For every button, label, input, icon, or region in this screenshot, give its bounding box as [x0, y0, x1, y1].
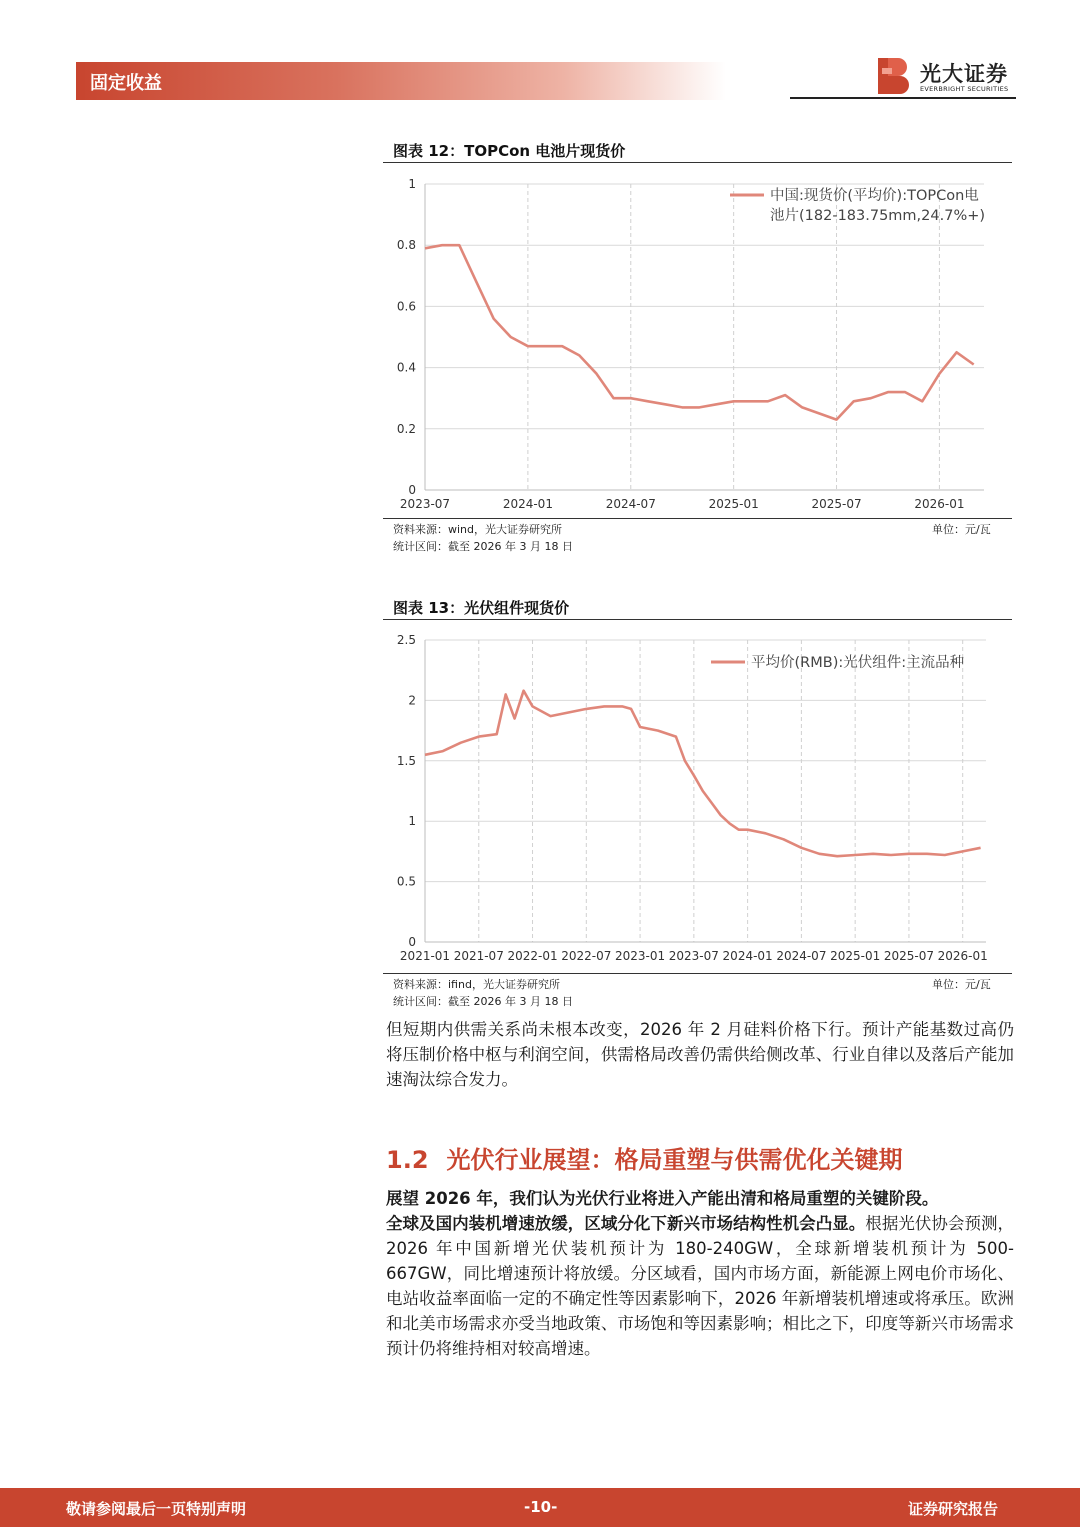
topcon-price-chart	[383, 168, 1012, 518]
x-tick-label: 2024-01	[502, 497, 553, 511]
y-tick-label: 2.5	[396, 633, 416, 647]
logo-text-en: EVERBRIGHT SECURITIES	[920, 85, 1009, 93]
y-tick-label: 0.8	[396, 238, 416, 253]
figure12-source: 资料来源：wind，光大证券研究所	[393, 523, 563, 536]
footer-report-type: 证券研究报告	[908, 1500, 999, 1518]
x-tick-label: 2022-01	[507, 949, 558, 963]
section-heading	[386, 1140, 903, 1175]
figure13-bottom-rule	[383, 973, 1012, 974]
y-tick-label: 1	[408, 177, 416, 191]
section-number: 1.2	[386, 1146, 429, 1174]
figure13-period: 统计区间：截至 2026 年 3 月 18 日	[393, 995, 573, 1008]
x-tick-label: 2023-01	[615, 949, 666, 963]
y-tick-label: 1.5	[396, 753, 416, 768]
header-rule	[790, 97, 1016, 99]
footer-disclaimer: 敬请参阅最后一页特别声明	[66, 1500, 247, 1518]
x-tick-label: 2022-07	[561, 949, 612, 963]
y-tick-label: 0.4	[396, 360, 416, 375]
series-line	[425, 691, 981, 857]
para1-text: 但短期内供需关系尚未根本改变，2026 年 2 月硅料价格下行。预计产能基数过高仍将压制价格中枢与利润空间，供需格局改善仍需供给侧改革、行业自律以及落后产能加速淘汰综合发力。	[386, 1020, 1014, 1089]
para2-bold-text: 全球及国内装机增速放缓，区域分化下新兴市场结构性机会凸显。	[386, 1214, 866, 1233]
lead-bold-text: 展望 2026 年，我们认为光伏行业将进入产能出清和格局重塑的关键阶段。	[386, 1189, 939, 1208]
y-tick-label: 2	[408, 693, 416, 708]
module-price-chart	[383, 625, 1012, 972]
y-tick-label: 0.2	[396, 421, 416, 436]
series-line	[425, 245, 974, 419]
x-tick-label: 2025-01	[830, 949, 881, 963]
legend-label: 平均价(RMB):光伏组件:主流品种	[751, 655, 965, 671]
section-title: 光伏行业展望：格局重塑与供需优化关键期	[446, 1146, 903, 1174]
figure12-title-rule	[383, 162, 1012, 163]
y-tick-label: 0	[408, 483, 416, 497]
footer-page-number: -10-	[524, 1498, 558, 1516]
figure13-title-rule	[383, 619, 1012, 620]
header-band	[76, 62, 726, 100]
legend-label: 中国:现货价(平均价):TOPCon电	[770, 188, 979, 204]
figure13-unit: 单位：元/瓦	[932, 978, 991, 991]
figure12-unit: 单位：元/瓦	[932, 523, 991, 536]
x-tick-label: 2026-01	[937, 949, 988, 963]
x-tick-label: 2023-07	[399, 497, 451, 511]
figure12-period: 统计区间：截至 2026 年 3 月 18 日	[393, 540, 573, 553]
logo-text-cn: 光大证券	[920, 62, 1008, 86]
x-tick-label: 2024-07	[776, 949, 827, 963]
x-tick-label: 2025-07	[811, 497, 862, 511]
body-paragraph-2	[386, 1186, 1014, 1361]
y-tick-label: 0	[408, 935, 416, 949]
figure12-bottom-rule	[383, 518, 1012, 519]
footer-bar	[0, 1488, 1080, 1527]
x-tick-label: 2026-01	[914, 497, 965, 511]
x-tick-label: 2025-07	[883, 949, 934, 963]
figure12-title: 图表 12：TOPCon 电池片现货价	[393, 142, 626, 160]
legend-label: 池片(182-183.75mm,24.7%+)	[770, 208, 986, 224]
x-tick-label: 2024-07	[605, 497, 656, 511]
para2-text: 根据光伏协会预测，2026 年中国新增光伏装机预计为 180-240GW，全球新增装机预计为 500-667GW，同比增速预计将放缓。分区域看，国内市场方面，新能源上网电价市场化、电站收益率面临一定的不确定性等因素影响下，2026 年新增装机增速或将承压。欧洲和北美市场需求亦受当地政策、市场饱和等因素影响；相比之下，印度等新兴市场需求预计仍将维持相对较高增速。	[386, 1214, 1015, 1358]
y-tick-label: 0.6	[396, 299, 416, 314]
x-tick-label: 2023-07	[668, 949, 719, 963]
x-tick-label: 2021-01	[399, 949, 451, 963]
figure13-title: 图表 13：光伏组件现货价	[393, 599, 570, 617]
body-paragraph-1	[386, 1017, 1014, 1092]
figure13-source: 资料来源：ifind，光大证券研究所	[393, 978, 560, 991]
x-tick-label: 2025-01	[708, 497, 759, 511]
x-tick-label: 2021-07	[453, 949, 504, 963]
header-section-title: 固定收益	[90, 73, 162, 94]
y-tick-label: 1	[408, 814, 416, 829]
y-tick-label: 0.5	[396, 874, 416, 889]
x-tick-label: 2024-01	[722, 949, 773, 963]
